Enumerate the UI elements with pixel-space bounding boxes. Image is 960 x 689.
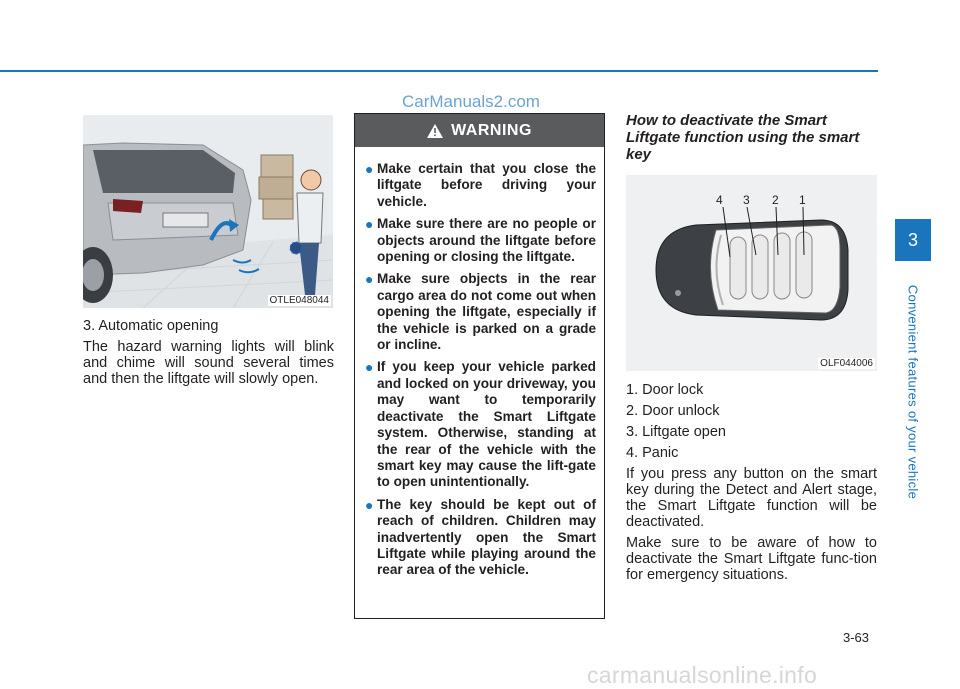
step-title: 3. Automatic opening	[83, 318, 219, 334]
key-callout-3: 3	[743, 193, 750, 207]
bullet-icon: ●	[365, 216, 374, 233]
figure-code: OTLE048044	[269, 295, 329, 306]
warning-item-text: Make certain that you close the liftgate before driving your vehicle.	[377, 161, 596, 209]
figure-code: OLF044006	[820, 358, 873, 369]
warning-triangle-icon	[427, 124, 443, 138]
chapter-tab: 3	[895, 219, 931, 261]
key-callout-4: 4	[716, 193, 723, 207]
bullet-icon: ●	[365, 161, 374, 177]
warning-item-text: Make sure there are no people or objects around the liftgate before opening or closing the liftgate.	[377, 216, 596, 265]
warning-item-text: The key should be kept out of reach of children. Children may inadvertently open the Smart Liftgate while playing around the rear area of the vehicle.	[377, 496, 596, 578]
step-description: The hazard warning lights will blink and chime will sound several times and then the liftgate will slowly open.	[83, 339, 334, 387]
list-item: 3. Liftgate open	[626, 424, 726, 440]
list-item: 2. Door unlock	[626, 403, 720, 419]
warning-item	[365, 161, 596, 210]
warning-item	[365, 271, 596, 353]
header-rule	[0, 70, 878, 72]
liftgate-figure	[83, 115, 333, 308]
paragraph: If you press any button on the smart key during the Detect and Alert stage, the Smart Liftgate function will be deactivated.	[626, 466, 877, 530]
warning-item-text: Make sure objects in the rear cargo area do not come out when opening the liftgate, especially if the vehicle is parked on a grade or incline.	[377, 271, 596, 353]
page-number: 3-63	[843, 630, 870, 645]
warning-item-text: If you keep your vehicle parked and locked on your driveway, you may want to temporarily deactivate the Smart Liftgate system. Otherwise, standing at the rear of the vehicle with the smart key may cause the lift-gate to open unintentionally.	[377, 359, 596, 490]
bullet-icon: ●	[365, 271, 374, 288]
key-callout-1: 1	[799, 193, 806, 207]
warning-item	[365, 497, 596, 579]
list-item: 1. Door lock	[626, 382, 704, 398]
warning-box	[354, 113, 605, 619]
bullet-icon: ●	[365, 496, 374, 513]
smart-key-figure	[626, 175, 877, 371]
smart-key-illustration	[626, 175, 877, 371]
warning-list	[355, 147, 604, 579]
chapter-title: Convenient features of your vehicle	[905, 284, 921, 500]
warning-item	[365, 216, 596, 265]
key-callout-2: 2	[772, 193, 779, 207]
warning-item	[365, 359, 596, 490]
watermark-top: CarManuals2.com	[402, 92, 540, 111]
watermark-bottom: carmanualsonline.info	[587, 662, 818, 688]
warning-title: WARNING	[451, 121, 532, 139]
bullet-icon: ●	[365, 359, 374, 376]
list-item: 4. Panic	[626, 445, 679, 461]
warning-header	[355, 114, 604, 147]
car-rear-illustration	[83, 115, 333, 308]
left-text-column	[83, 318, 334, 392]
paragraph: Make sure to be aware of how to deactivate the Smart Liftgate func-tion for emergency situations.	[626, 535, 877, 583]
right-text-column	[626, 382, 877, 588]
section-heading: How to deactivate the Smart Liftgate function using the smart key	[626, 112, 860, 163]
